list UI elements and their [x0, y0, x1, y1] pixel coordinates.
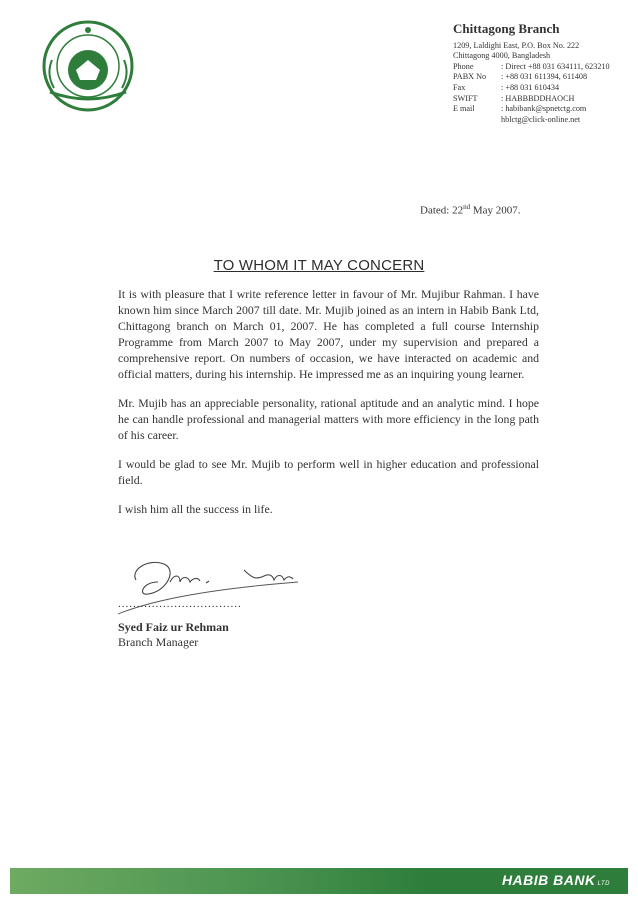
contact-value: : Direct +88 031 634111, 623210 — [501, 61, 610, 71]
branch-name: Chittagong Branch — [453, 21, 560, 36]
contact-value: : habibank@spnetctg.com — [501, 104, 587, 114]
body-paragraph: I wish him all the success in life. — [118, 502, 273, 516]
bank-logo — [40, 18, 136, 114]
handwritten-signature — [108, 552, 338, 622]
address-line: 1209, Laldighi East, P.O. Box No. 222 — [453, 40, 580, 50]
contact-row — [453, 115, 610, 126]
contact-label: Fax — [453, 82, 466, 92]
signer-designation: Branch Manager — [118, 635, 199, 649]
letter-title: TO WHOM IT MAY CONCERN — [213, 257, 425, 274]
contact-row — [453, 83, 610, 94]
body-paragraph: Mr. Mujib has an appreciable personality, rational aptitude and an analytic mind. I hope he can handle professional and managerial matters with more efficiency in the long path of his career. — [118, 396, 539, 442]
bank-seal-icon — [40, 18, 136, 114]
contact-value: : HABBBDDHAOCH — [501, 93, 575, 103]
contact-value: hblctg@click-online.net — [501, 114, 581, 124]
address-line: Chittagong 4000, Bangladesh — [453, 51, 551, 61]
contact-value: : +88 031 611394, 611408 — [501, 72, 588, 82]
contact-row — [453, 62, 610, 73]
signature-line: ................................. — [118, 598, 242, 610]
body-paragraph: It is with pleasure that I write reference letter in favour of Mr. Mujibur Rahman. I have known him since March 2007 till date. Mr. Mujib joined as an intern in Habib Bank Ltd, Chittagong branch on March 01, 2007. He has completed a full course Internship Programme from March 2007 to May 2007, under my supervision and prepared a comprehensive report. On numbers of occasion, we have interacted on academic and official matters, during his internship. He impressed me as an inquiring young learner. — [118, 287, 539, 381]
footer-bar — [10, 868, 628, 894]
letter-body — [118, 286, 539, 530]
contact-row — [453, 72, 610, 83]
letter-date: Dated: 22nd May 2007. — [420, 203, 521, 217]
contact-label: Phone — [453, 61, 474, 71]
contact-row — [453, 94, 610, 105]
signer-name: Syed Faiz ur Rehman — [118, 620, 229, 634]
footer-brand: HABIB BANK LTD — [501, 872, 610, 888]
contact-value: : +88 031 610434 — [501, 82, 560, 92]
contact-label: SWIFT — [453, 93, 478, 103]
contact-label: E mail — [453, 104, 475, 114]
signer-block — [118, 620, 229, 650]
letterhead-address — [453, 21, 610, 125]
contact-row — [453, 104, 610, 115]
contact-label: PABX No — [453, 72, 487, 82]
body-paragraph: I would be glad to see Mr. Mujib to perform well in higher education and professional field. — [118, 457, 539, 487]
